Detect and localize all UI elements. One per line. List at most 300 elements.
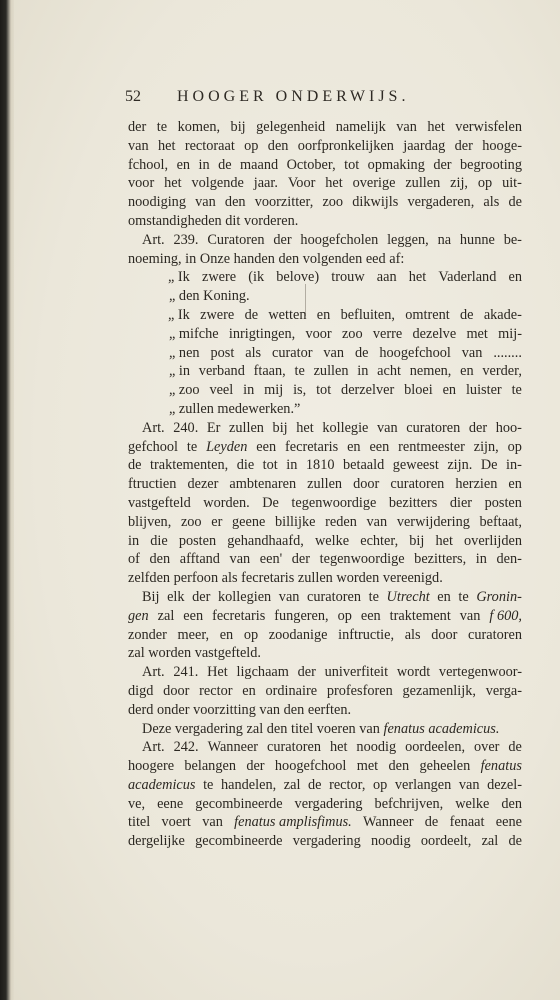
text-line: noeming, in Onze handen den volgenden eed af: [128,250,405,267]
word: bij [230,119,246,135]
word: en [460,363,474,380]
word: noodig [356,739,397,756]
word: Art. [142,664,165,681]
word: posten [484,494,522,511]
word: noodig [370,833,411,850]
text-line [128,174,522,193]
word: de [508,739,522,756]
word: op [244,137,259,154]
word: kollegien [218,588,272,605]
word: verband [198,363,245,380]
word: echter, [360,532,399,549]
word: op [337,607,352,624]
word: vertegenwoor- [438,664,522,681]
word: van [377,419,398,436]
word: bij [409,532,425,549]
word: bezitters, [414,551,467,568]
word: van [461,344,483,361]
word: academicus [128,776,196,793]
text-line: derd onder voorzitting van den eerften. [128,701,352,718]
word: van [229,551,251,568]
word: reden [325,513,357,530]
word: van [366,513,388,530]
word: wordt [396,664,431,681]
word: De [480,457,498,474]
text-line: omstandigheden dit vorderen. [128,212,299,229]
word: der [468,419,488,436]
word: dier [449,494,473,511]
text-line [128,776,522,795]
word: is, [293,382,307,399]
word: Curatoren [207,231,265,248]
word: en [437,588,451,605]
word: trouw [331,269,365,286]
word: tegenwoordige [291,494,377,511]
word: eene [495,814,522,831]
word: en [508,269,522,286]
word: rector, [329,776,366,793]
word: fchool, [128,156,169,173]
word: zullen [313,363,349,380]
word: of [128,551,140,568]
word: fenaat [449,814,485,831]
text-line: „ den Koning. [169,288,250,305]
word: de [460,306,474,323]
word: zullen [307,476,343,493]
word: overige [352,175,396,192]
word: te [186,438,198,455]
word: herzien [455,476,498,493]
word: 239. [173,231,199,248]
word: te [511,382,522,399]
word: verwisfelen [455,119,522,135]
word: omtrent [405,306,450,323]
word: namelijk [335,119,386,135]
word: handelen, [220,776,277,793]
word: zal [283,776,301,793]
word: oordeelt, [420,833,472,850]
text-line [128,156,522,175]
text-line [128,626,522,645]
word: verga- [485,682,522,699]
word: „ in [169,363,191,380]
word: maand [240,156,279,173]
word: voor [305,325,332,342]
word: een [369,438,390,455]
word: en [242,682,256,699]
word: hooge- [482,137,522,154]
word: in- [506,457,522,474]
word: zoodanige [268,626,328,643]
word: verlangen [394,776,452,793]
word: befchrijven, [374,795,444,812]
word: zullen [405,175,441,192]
word: en [219,626,234,643]
word: ambtenaren [229,476,297,493]
word: den- [496,551,522,568]
word: wetten [268,306,307,323]
word: eene [157,795,184,812]
word: het [329,739,348,756]
text-line [128,813,522,832]
word: beftaat, [479,513,522,530]
word: ftructien [128,476,177,493]
word: den [267,137,289,154]
word: met [466,325,488,342]
word: en [316,306,331,323]
word: „ mifche [169,325,219,342]
word: 240. [173,419,199,436]
word: voor [128,175,155,192]
word: in [475,551,487,568]
text-line [128,419,522,438]
text-line [128,532,522,551]
word: be- [503,231,522,248]
word: zullen [229,419,264,436]
word: te [203,776,214,793]
word: Vaderland [438,269,497,286]
word: de [308,776,322,793]
word: elk [167,588,185,605]
word: te [458,588,469,605]
word: bezitters [388,494,438,511]
word: van [458,776,480,793]
word: zal [481,833,499,850]
word: en [347,438,361,455]
body-text [128,118,522,851]
text-line: zal worden vastgefteld. [128,645,261,662]
word: zij, [450,175,469,192]
word: gecombineerde [195,833,283,850]
word: een [183,607,204,624]
word: het [408,269,427,286]
word: dezel- [487,776,522,793]
text-line [128,325,522,344]
word: „ nen [169,344,200,361]
text-run: Deze vergadering zal den titel voeren van [142,720,384,737]
word: der [246,758,265,775]
word: uit- [502,175,522,192]
word: een [360,607,381,624]
word: overlijden [464,532,522,549]
word: hoogefchool [379,344,451,361]
word: Voor [287,175,316,192]
text-line [128,682,522,701]
word: in [198,156,210,173]
word: gen [128,607,149,624]
text-line [128,738,522,757]
word: zonder [128,626,167,643]
word: het [158,137,176,154]
page-number: 52 [125,88,141,105]
word: bloei [404,382,433,399]
word: mij- [498,325,522,342]
text-line [128,306,522,325]
word: curatoren [406,419,461,436]
word: voorzitter, [254,194,314,211]
word: curatoren [468,626,522,643]
word: gecombineerde [195,795,283,812]
word: curatoren [307,588,362,605]
word: van [195,194,216,211]
word: door [431,626,458,643]
word: geheelen [419,758,471,775]
text-line [128,494,522,513]
word: over [474,739,500,756]
word: zoo [180,513,202,530]
word: den [224,194,246,211]
word: 241. [173,664,199,681]
word: der [433,156,452,173]
word: den [149,551,171,568]
word: op [477,175,493,192]
word: Er [206,419,221,436]
text-line [128,438,522,457]
word: mij [264,382,284,399]
word: Art. [142,739,165,756]
word: Wanneer [207,739,259,756]
word: vergadering [292,833,361,850]
word: dergelijke [128,833,185,850]
word: befluiten, [340,306,395,323]
word: kollegie [322,419,369,436]
word: begrooting [460,156,522,173]
word: Bij [142,588,160,605]
word: de [244,306,259,323]
word: betaald [342,457,385,474]
word: der [297,664,316,681]
word: titel [128,814,151,831]
word: „ zoo [169,382,200,399]
text-line: zelfden perfoon als fecretaris zullen worden vereenigd. [128,570,443,587]
word: in [128,532,140,549]
word: de [424,814,439,831]
word: luister [465,382,502,399]
word: in [286,457,298,474]
text-line [128,795,522,814]
word: en [442,382,457,399]
text-line [128,456,522,475]
word: der [128,119,147,135]
word: te [156,119,168,135]
word: hoo- [495,419,522,436]
word: verder, [482,363,522,380]
word: dezelve [412,325,457,342]
text-line [128,663,522,682]
word: nemen, [409,363,452,380]
word: die [150,532,168,549]
word: het [164,175,182,192]
word: curatoren [390,476,445,493]
word: van [202,814,223,831]
word: fenatus [480,758,522,775]
word: te [294,363,305,380]
text-line [128,381,522,400]
word: oordeelen, [405,739,466,756]
word: jaar. [253,175,278,192]
word: worden. [203,494,250,511]
text-line: „ zullen medewerken.” [169,400,301,417]
word: hunne [459,231,495,248]
word: ........ [493,344,522,361]
text-line [128,231,522,250]
word: op [507,438,522,455]
word: op [243,626,259,643]
word: Het [207,664,228,681]
word: welke [314,532,350,549]
text-line [128,588,522,607]
word: als [404,626,421,643]
word: met [356,758,379,775]
word: op [373,776,388,793]
word: rectoraat [184,137,235,154]
word: verre [372,325,403,342]
text-line [128,344,522,363]
word: vastgefteld [128,494,191,511]
word: het [435,532,453,549]
word: „ Ik [168,306,190,323]
word: der [454,137,473,154]
word: verwijdering [396,513,470,530]
word: van [459,607,481,624]
running-title: HOOGER ONDERWIJS. [177,88,410,105]
word: zijn, [473,438,499,455]
word: der [291,551,311,568]
word: Art. [142,419,165,436]
word: inftructie, [338,626,395,643]
word: de [218,156,232,173]
word: het [296,419,314,436]
word: er [211,513,223,530]
word: afftand [179,551,220,568]
word: October, [286,156,336,173]
word: een' [259,551,283,568]
word: geweest [392,457,439,474]
word: fenatus amplisfimus. [234,814,352,831]
word: opmaking [367,156,425,173]
word: de [128,457,142,474]
word: derzelver [341,382,395,399]
word: tot [262,457,278,474]
text-line [128,550,522,569]
word: curatoren [267,739,322,756]
word: 242. [173,739,199,756]
word: vergaderen, [407,194,475,211]
word: 1810 [305,457,335,474]
text-line [128,607,522,626]
word: van [323,344,345,361]
text-line [128,268,522,287]
word: komen, [177,119,221,135]
word: zwere [201,269,237,286]
word: gefchool [128,438,179,455]
word: in [243,382,255,399]
word: bij [272,419,288,436]
word: Leyden [206,438,248,455]
word: ordinaire [265,682,318,699]
word: Utrecht [386,588,430,605]
word: belangen [184,758,236,775]
word: oorfpronkelijken [297,137,394,154]
word: curator [272,344,313,361]
word: posten [178,532,217,549]
word: noodiging [128,194,186,211]
word: die [236,457,255,474]
word: het [325,175,343,192]
word: en [508,476,522,493]
word: te [368,588,379,605]
word: veel [209,382,234,399]
word: jaardag [403,137,446,154]
word: als [483,194,500,211]
word: de [354,344,369,361]
word: rector [199,682,233,699]
word: blijven, [128,513,172,530]
word: „ Ik [168,269,190,286]
word: van [396,119,417,135]
word: ve, [128,795,146,812]
word: Gronin- [476,588,522,605]
word: tegenwoordige [319,551,405,568]
text-line [128,832,522,851]
word: zoo [322,194,344,211]
word: fecretaris [212,607,266,624]
text-line [128,137,522,156]
word: tot [316,382,332,399]
word: gezamenlijk, [402,682,476,699]
word: dikwijls [352,194,399,211]
word: dezer [187,476,219,493]
word: hoogere [128,758,175,775]
text-line [128,193,522,212]
word: een [256,438,277,455]
word: post [210,344,235,361]
word: na [437,231,452,248]
word: hoogefcholen [300,231,379,248]
word: door [163,682,190,699]
word: tot [344,156,360,173]
word: van [128,137,149,154]
word: profesforen [326,682,393,699]
text-run-italic: fenatus academicus. [383,720,500,737]
word: voert [161,814,191,831]
word: De [262,494,279,511]
word: de [508,194,522,211]
word: ligchaam [236,664,289,681]
word: univerfiteit [324,664,389,681]
word: de [508,833,522,850]
word: der [192,588,211,605]
word: gelegenheid [256,119,326,135]
text-line [128,362,522,381]
text-line [128,475,522,494]
page-header [125,86,460,112]
word: en [176,156,191,173]
word: geene [231,513,266,530]
word: welke [455,795,490,812]
word: inrigtingen, [228,325,296,342]
word: volgende [191,175,244,192]
word: belove) [276,269,320,286]
word: leggen, [387,231,429,248]
word: meer, [177,626,210,643]
word: zijn. [447,457,473,474]
word: het [427,119,445,135]
word: vergadering [294,795,363,812]
word: gehandhaafd, [227,532,304,549]
text-line [128,513,522,532]
word: digd [128,682,154,699]
